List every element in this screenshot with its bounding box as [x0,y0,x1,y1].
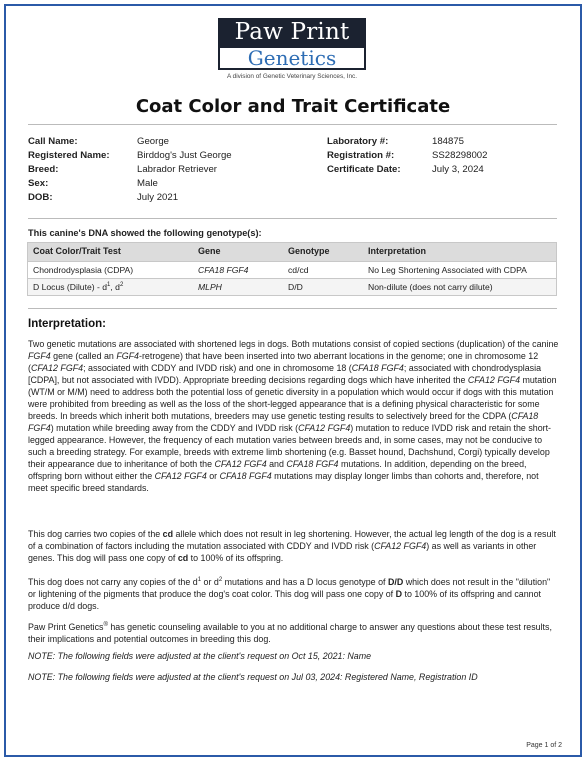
col-header-genotype: Genotype [282,242,362,261]
registration-value: SS28298002 [432,150,488,161]
interpretation-paragraph-2: This dog carries two copies of the cd allele which does not result in leg shortening. However, the actual leg length of the dog is a result of a combination of factors including the mutation associated with CDDY and IVDD risk (CFA12 FGF4) as well as variants in other genes. This dog will pass one copy of cd to 100% of its offspring. [28,529,556,563]
registration-label: Registration #: [327,150,395,161]
logo-line2: Genetics [218,46,366,70]
col-header-gene: Gene [192,242,282,261]
table-border [27,242,557,296]
logo-line1: Paw Print [218,18,366,46]
interpretation-paragraph-3: This dog does not carry any copies of the $d^1$ or $d^2$ mutations and has a D locus genotype of D/D which does not result in the "dilution" or lightening of the pigments that produce the dog's coat color. This dog will pass one copy of D to 100% of its offspring and cannot produce d/d dogs. [28,576,551,611]
dog-info-right [327,136,557,176]
note-registration-change: NOTE: The following fields were adjusted at the client's request on Jul 03, 2024: Registered Name, Registration ID [28,672,478,682]
call-name-label: Call Name: [28,136,78,147]
table-divider [28,308,557,309]
dna-heading: This canine's DNA showed the following genotype(s): [28,228,262,238]
call-name-value: George [137,136,169,147]
registered-name-label: Registered Name: [28,150,110,161]
paw-print-genetics-logo [218,18,366,84]
dob-value: July 2021 [137,192,179,203]
breed-label: Breed: [28,164,59,175]
cert-date-label: Certificate Date: [327,164,401,175]
col-header-interpretation: Interpretation [362,242,557,261]
page-number: Page 1 of 2 [526,742,562,749]
title-divider [28,124,557,125]
lab-number-value: 184875 [432,136,465,147]
interpretation-heading: Interpretation: [28,318,106,330]
cell-gene: MLPH [192,278,282,295]
cell-test: Chondrodysplasia (CDPA) [27,261,192,278]
cell-interpretation: No Leg Shortening Associated with CDPA [362,261,557,278]
sex-label: Sex: [28,178,49,189]
lab-number-label: Laboratory #: [327,136,389,147]
registered-name-value: Birddog's Just George [137,150,232,161]
cert-date-value: July 3, 2024 [432,164,484,175]
breed-value: Labrador Retriever [137,164,217,175]
interpretation-paragraph-1: Two genetic mutations are associated with shortened legs in dogs. Both mutations consist of copied sections (duplication) of the canine FGF4 gene (called an FGF4-retrogene) that have been inserted into two aberrant locations in the genome; one in chromosome 12 (CFA12 FGF4; associated with CDDY and IVDD risk) and one in chromosome 18 (CFA18 FGF4; associated with chondrodysplasia [CDPA], but not associated with IVDD). Appropriate breeding decisions regarding dogs which have inherited the CFA12 FGF4 mutation (WT/M or M/M) need to address both the potential loss of genetic diversity in a population which would occur if dogs with this mutation were prohibited from breeding as well as the loss of the short-legged appearance that is a defining physical characteristic for some breeds. In breeds which inherit both mutations, breeders may use genetic testing results to selectively breed for the CDPA (CFA18 FGF4) mutation while breeding away from the CDDY and IVDD risk (CFA12 FGF4) mutation to reduce IVDD risk and retain the short-legged appearance. However, the frequency of each mutation varies between breeds and, in some cases, may not be conducive to such a breeding strategy. For example, breeds with extreme limb shortening (e.g. Basset hound, Dachshund, Corgi) typically develop their appearance due to inheritance of both the CFA12 FGF4 and CFA18 FGF4 mutations. In addition, depending on the breed, offspring born without either the CFA12 FGF4 or CFA18 FGF4 mutations may display longer limbs than cohorts and, therefore, not meet specific breed standards. [28,339,559,493]
col-header-test: Coat Color/Trait Test [27,242,192,261]
logo-subtitle: A division of Genetic Veterinary Sciences, Inc. [226,73,357,80]
sex-value: Male [137,178,158,189]
cell-genotype: D/D [282,278,362,295]
certificate-title: Coat Color and Trait Certificate [135,96,451,117]
cell-gene: CFA18 FGF4 [192,261,282,278]
info-divider [28,218,557,219]
counseling-paragraph: Paw Print Genetics® has genetic counseling available to you at no additional charge to answer any questions about these test results, their implications and potential outcomes in breeding this dog. [28,621,552,644]
cell-test: D Locus (Dilute) - $d^1$, $d^2$ [27,278,192,295]
note-name-change: NOTE: The following fields were adjusted at the client's request on Oct 15, 2021: Name [28,651,372,661]
cell-interpretation: Non-dilute (does not carry dilute) [362,278,557,295]
dog-info-left [28,136,318,216]
dob-label: DOB: [28,192,53,203]
cell-genotype: cd/cd [282,261,362,278]
